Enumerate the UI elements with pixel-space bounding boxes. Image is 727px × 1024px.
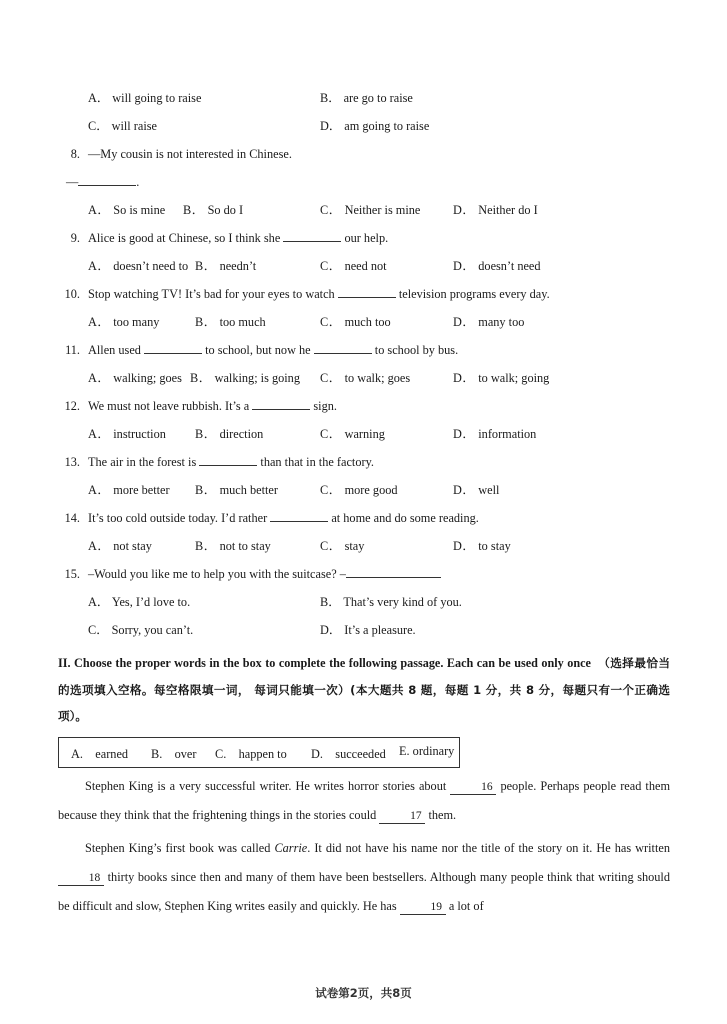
opt-text: well — [478, 483, 500, 497]
section-2-heading-english: II. Choose the proper words in the box to complete the following passage. Each can be used only once — [58, 656, 591, 670]
word-label: D. — [311, 746, 323, 761]
opt-text: much too — [344, 315, 391, 329]
question-8-blank[interactable] — [78, 174, 136, 186]
question-10-option-b[interactable] — [195, 308, 266, 336]
opt-label: B． — [195, 259, 217, 273]
word-text: over — [174, 746, 197, 761]
opt-label: D． — [453, 203, 476, 217]
question-11-stem-after: to school by bus. — [374, 343, 459, 357]
opt-label: C． — [320, 427, 342, 441]
word-label: C. — [215, 746, 227, 761]
opt-label: C． — [320, 259, 342, 273]
question-11-options — [58, 364, 670, 392]
opt-text: too many — [113, 315, 160, 329]
opt-label: B． — [195, 315, 217, 329]
option-d-label: D． — [320, 119, 342, 133]
question-9-option-d[interactable] — [453, 252, 541, 280]
question-10-stem-before: Stop watching TV! It’s bad for your eyes to watch — [88, 287, 335, 301]
question-12-number: 12. — [64, 399, 80, 413]
opt-label: C． — [320, 483, 342, 497]
question-10-options — [58, 308, 670, 336]
question-8-option-d[interactable] — [453, 196, 538, 224]
section-2-heading-chinese: （选择最恰当的选项填入空格。每空格限填一词， 每词只能填一次）(本大题共 8 题，每题 1 分，共 8 分，每题只有一个正确选项）。 — [58, 656, 671, 723]
question-14-blank[interactable] — [270, 510, 328, 522]
word-text: ordinary — [412, 743, 455, 758]
question-15-blank[interactable] — [346, 566, 441, 578]
question-12-blank[interactable] — [252, 398, 310, 410]
opt-text: It’s a pleasure. — [344, 623, 416, 637]
question-11-blank-1[interactable] — [144, 342, 202, 354]
opt-label: B． — [195, 539, 217, 553]
opt-text: Yes, I’d love to. — [111, 595, 191, 609]
opt-label: D． — [320, 623, 342, 637]
question-8-dash: — — [66, 175, 79, 189]
question-9-number: 9. — [70, 231, 80, 245]
question-11 — [58, 336, 670, 392]
question-8-period: . — [136, 175, 140, 189]
carryover-options-row-1 — [58, 84, 670, 112]
question-12-options — [58, 420, 670, 448]
question-8-stem-text: —My cousin is not interested in Chinese. — [88, 147, 292, 161]
question-12-stem — [58, 392, 670, 420]
opt-label: A． — [88, 259, 111, 273]
question-14-number: 14. — [64, 511, 80, 525]
option-d-text: am going to raise — [344, 119, 430, 133]
section-2-heading — [58, 650, 670, 730]
question-13-option-b[interactable] — [195, 476, 278, 504]
opt-text: more good — [344, 483, 398, 497]
word-text: happen to — [238, 746, 287, 761]
opt-text: to stay — [478, 539, 511, 553]
option-b-text: are go to raise — [343, 91, 413, 105]
opt-text: not to stay — [219, 539, 271, 553]
question-10-blank[interactable] — [338, 286, 396, 298]
question-15-option-b[interactable] — [320, 588, 462, 616]
opt-label: D． — [453, 539, 476, 553]
opt-text: to walk; going — [478, 371, 550, 385]
question-11-option-c[interactable] — [320, 364, 410, 392]
opt-text: Neither is mine — [344, 203, 421, 217]
word-bank-item-d[interactable] — [311, 744, 386, 762]
option-b-label: B． — [320, 91, 341, 105]
question-9-option-a[interactable] — [88, 252, 188, 280]
question-9-stem-before: Alice is good at Chinese, so I think she — [88, 231, 281, 245]
question-12-option-b[interactable] — [195, 420, 263, 448]
question-13 — [58, 448, 670, 504]
opt-text: needn’t — [219, 259, 257, 273]
question-11-stem-before: Allen used — [88, 343, 141, 357]
opt-label: A． — [88, 595, 110, 609]
opt-label: C． — [320, 371, 342, 385]
opt-label: A． — [88, 427, 111, 441]
passage-paragraph-2 — [58, 834, 670, 921]
question-15-option-d[interactable] — [320, 616, 416, 644]
question-12-option-a[interactable] — [88, 420, 166, 448]
question-11-number: 11. — [65, 343, 80, 357]
opt-text: Neither do I — [478, 203, 538, 217]
question-10-option-d[interactable] — [453, 308, 524, 336]
opt-text: too much — [219, 315, 266, 329]
question-8-stem — [58, 140, 670, 168]
opt-text: many too — [478, 315, 525, 329]
passage-p2-text-a: Stephen King’s first book was called — [85, 840, 271, 855]
opt-text: doesn’t need — [478, 259, 541, 273]
question-8-options — [58, 196, 670, 224]
word-label: E. — [399, 743, 410, 758]
opt-label: B． — [195, 483, 217, 497]
opt-text: That’s very kind of you. — [343, 595, 462, 609]
option-b[interactable] — [320, 84, 413, 112]
opt-text: walking; is going — [214, 371, 300, 385]
question-9-blank[interactable] — [283, 230, 341, 242]
opt-label: D． — [453, 483, 476, 497]
opt-text: need not — [344, 259, 387, 273]
passage-paragraph-1 — [58, 772, 670, 830]
page-content — [58, 84, 670, 921]
option-c-label: C． — [88, 119, 109, 133]
question-8-number: 8. — [70, 147, 80, 161]
question-10-stem — [58, 280, 670, 308]
opt-label: B． — [320, 595, 341, 609]
opt-label: B． — [183, 203, 205, 217]
opt-label: A． — [88, 539, 111, 553]
question-15-stem — [58, 560, 670, 588]
question-10-option-a[interactable] — [88, 308, 159, 336]
question-14-stem-after: at home and do some reading. — [331, 511, 479, 525]
question-15-option-c[interactable] — [88, 616, 193, 644]
carryover-options-row-2 — [58, 112, 670, 140]
opt-text: walking; goes — [113, 371, 182, 385]
question-14-stem-before: It’s too cold outside today. I’d rather — [88, 511, 268, 525]
word-bank-item-a[interactable] — [71, 744, 128, 762]
question-8-option-b[interactable] — [183, 196, 243, 224]
option-c[interactable] — [88, 112, 157, 140]
question-10-number: 10. — [64, 287, 80, 301]
question-13-number: 13. — [64, 455, 80, 469]
word-bank-item-b[interactable] — [151, 744, 196, 762]
option-a-label: A． — [88, 91, 110, 105]
question-11-option-a[interactable] — [88, 364, 182, 392]
opt-label: A． — [88, 483, 111, 497]
question-12-option-d[interactable] — [453, 420, 536, 448]
question-13-stem-before: The air in the forest is — [88, 455, 197, 469]
question-8 — [58, 140, 670, 224]
question-15-options-row-2 — [58, 616, 670, 644]
opt-label: C． — [320, 539, 342, 553]
question-13-stem — [58, 448, 670, 476]
opt-text: more better — [113, 483, 170, 497]
question-13-option-a[interactable] — [88, 476, 170, 504]
word-label: A. — [71, 746, 83, 761]
question-14-option-c[interactable] — [320, 532, 364, 560]
passage-book-title: Carrie — [274, 840, 308, 855]
opt-text: So do I — [207, 203, 244, 217]
question-11-option-b[interactable] — [190, 364, 300, 392]
question-9-option-b[interactable] — [195, 252, 256, 280]
opt-text: Sorry, you can’t. — [111, 623, 194, 637]
question-13-option-c[interactable] — [320, 476, 398, 504]
question-9-stem — [58, 224, 670, 252]
question-15-option-a[interactable] — [88, 588, 190, 616]
word-bank-item-e[interactable] — [399, 744, 454, 759]
question-9 — [58, 224, 670, 280]
passage-p2-text-c: thirty books since then and many of them have been bestsellers. Although many people think that writing should be difficult and slow, Stephen King writes easily and quickly. He has — [58, 869, 671, 913]
question-14-options — [58, 532, 670, 560]
passage-p1-text-a: Stephen King is a very successful writer. He writes horror stories about — [85, 778, 447, 793]
question-9-stem-after: our help. — [344, 231, 389, 245]
question-14 — [58, 504, 670, 560]
question-9-options — [58, 252, 670, 280]
opt-label: C． — [88, 623, 109, 637]
opt-label: B． — [190, 371, 212, 385]
option-c-text: will raise — [111, 119, 157, 133]
opt-text: doesn’t need to — [113, 259, 189, 273]
opt-label: D． — [453, 259, 476, 273]
question-13-option-d[interactable] — [453, 476, 499, 504]
question-8-stem-line2 — [58, 168, 670, 196]
question-11-option-d[interactable] — [453, 364, 549, 392]
passage-blank-17[interactable]: 17 — [379, 810, 425, 824]
word-bank-item-c[interactable] — [215, 744, 287, 762]
question-9-option-c[interactable] — [320, 252, 387, 280]
word-text: earned — [95, 746, 129, 761]
word-text: succeeded — [335, 746, 386, 761]
opt-label: D． — [453, 315, 476, 329]
passage-p1-text-c: them. — [428, 807, 457, 822]
opt-label: B． — [195, 427, 217, 441]
opt-text: information — [478, 427, 537, 441]
opt-label: C． — [320, 315, 342, 329]
question-11-stem — [58, 336, 670, 364]
opt-text: direction — [219, 427, 264, 441]
question-12-stem-before: We must not leave rubbish. It’s a — [88, 399, 250, 413]
option-d[interactable] — [320, 112, 429, 140]
page-footer: 试卷第2页，共8页 — [315, 986, 412, 1000]
opt-text: much better — [219, 483, 278, 497]
question-13-stem-after: than that in the factory. — [260, 455, 374, 469]
question-11-blank-2[interactable] — [314, 342, 372, 354]
passage-blank-19[interactable]: 19 — [400, 901, 446, 915]
opt-label: D． — [453, 427, 476, 441]
opt-text: warning — [344, 427, 385, 441]
option-a[interactable] — [88, 84, 201, 112]
opt-text: instruction — [113, 427, 166, 441]
opt-text: stay — [344, 539, 365, 553]
opt-text: not stay — [113, 539, 152, 553]
passage-blank-16[interactable]: 16 — [450, 781, 496, 795]
option-a-text: will going to raise — [112, 91, 202, 105]
question-12-stem-after: sign. — [313, 399, 337, 413]
question-12-option-c[interactable] — [320, 420, 385, 448]
opt-label: C． — [320, 203, 342, 217]
passage-p2-text-b: . It did not have his name nor the title of the story on it. He has written — [307, 840, 670, 855]
opt-text: So is mine — [113, 203, 166, 217]
question-13-options — [58, 476, 670, 504]
word-bank-box — [58, 737, 460, 768]
question-11-stem-mid: to school, but now he — [205, 343, 311, 357]
question-15-number: 15. — [64, 567, 80, 581]
question-10 — [58, 280, 670, 336]
opt-label: A． — [88, 371, 111, 385]
question-14-option-a[interactable] — [88, 532, 152, 560]
opt-label: A． — [88, 315, 111, 329]
question-15-options-row-1 — [58, 588, 670, 616]
question-13-blank[interactable] — [199, 454, 257, 466]
question-12 — [58, 392, 670, 448]
passage-p2-text-d: a lot of — [448, 898, 484, 913]
question-8-option-a[interactable] — [88, 196, 165, 224]
question-14-option-d[interactable] — [453, 532, 511, 560]
passage-p1-text-b: people. Perhaps people read them because they think that the frightening things in the stories could — [58, 778, 671, 822]
question-8-option-c[interactable] — [320, 196, 420, 224]
opt-text: to walk; goes — [344, 371, 411, 385]
question-10-option-c[interactable] — [320, 308, 391, 336]
question-15 — [58, 560, 670, 644]
question-10-stem-after: television programs every day. — [398, 287, 550, 301]
question-15-stem-before: –Would you like me to help you with the suitcase? – — [88, 567, 346, 581]
question-14-option-b[interactable] — [195, 532, 271, 560]
passage-blank-18[interactable]: 18 — [58, 872, 104, 886]
question-14-stem — [58, 504, 670, 532]
opt-label: A． — [88, 203, 111, 217]
opt-label: D． — [453, 371, 476, 385]
word-label: B. — [151, 746, 163, 761]
